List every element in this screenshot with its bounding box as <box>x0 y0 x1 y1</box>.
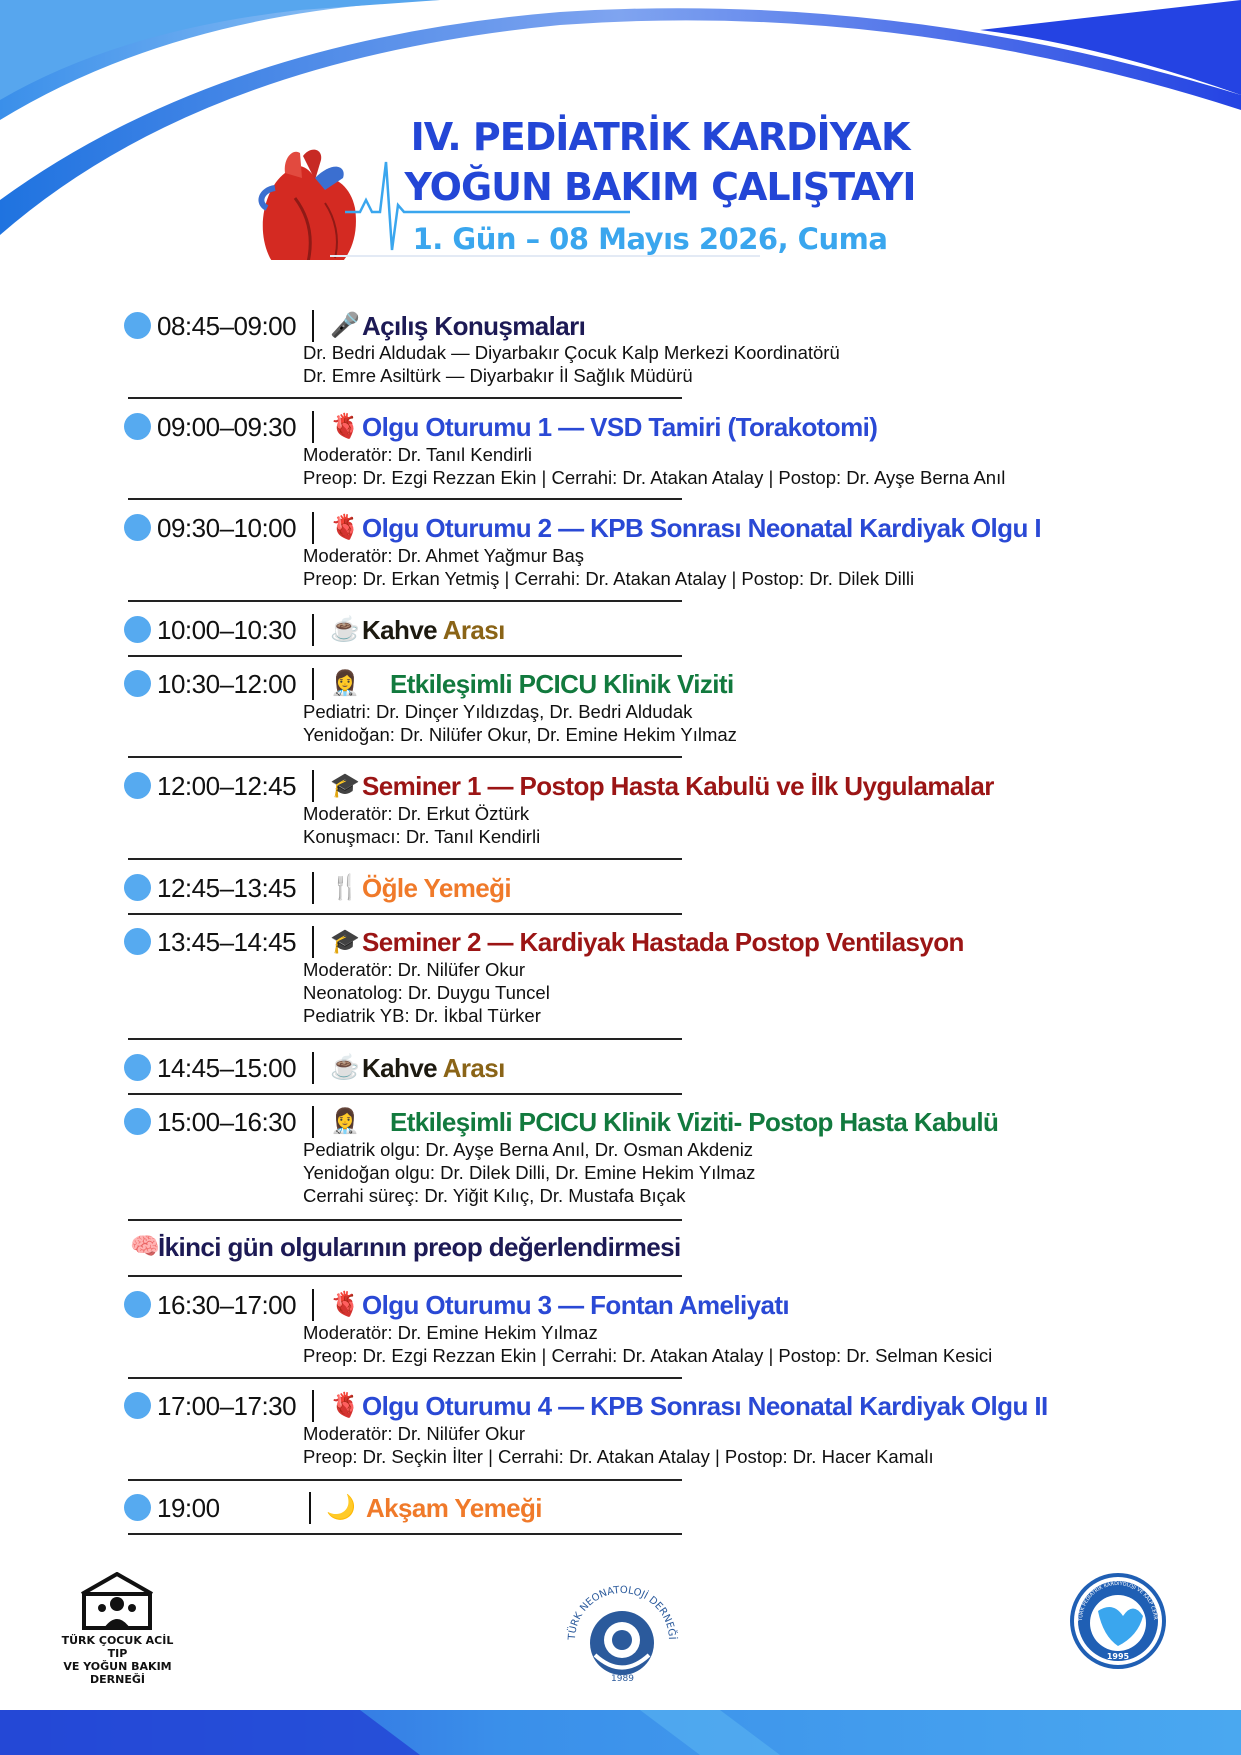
item-time: 17:00–17:30 <box>157 1391 297 1421</box>
item-title: İkinci gün olgularının preop değerlendirmesi <box>158 1232 681 1262</box>
graduation-cap-icon: 🎓 <box>330 928 360 955</box>
logo-cocuk-acil <box>60 1572 175 1687</box>
microphone-icon: 🎤 <box>330 312 360 339</box>
title-line-1: IV. PEDİATRİK KARDİYAK <box>410 115 910 159</box>
separator-line <box>128 1479 682 1481</box>
separator-line <box>128 1038 682 1040</box>
separator-line <box>128 1377 682 1379</box>
title-part: Kahve <box>362 615 438 645</box>
divider <box>312 668 314 700</box>
item-title <box>362 615 505 646</box>
bullet-icon <box>124 1108 151 1135</box>
bullet-icon <box>124 928 151 955</box>
item-time: 14:45–15:00 <box>157 1053 297 1083</box>
bullet-icon <box>124 1392 151 1419</box>
item-detail: Yenidoğan: Dr. Nilüfer Okur, Dr. Emine Hekim Yılmaz <box>303 724 737 745</box>
title-part: Arası <box>442 615 505 645</box>
heart-illustration <box>261 150 356 260</box>
divider <box>312 1289 314 1321</box>
logo-arc-text: TÜRK PEDİATRİK KARDİYOLOJİ VE KALP CERR <box>1077 1580 1158 1622</box>
item-time: 15:00–16:30 <box>157 1107 297 1137</box>
doctor-icon: 👩‍⚕️ <box>330 1108 360 1135</box>
crescent-moon-icon: 🌙 <box>326 1494 356 1521</box>
item-detail: Dr. Emre Asiltürk — Diyarbakır İl Sağlık Müdürü <box>303 365 693 386</box>
item-detail: Pediatri: Dr. Dinçer Yıldızdaş, Dr. Bedri Aldudak <box>303 701 693 722</box>
divider <box>312 614 314 646</box>
item-detail: Konuşmacı: Dr. Tanıl Kendirli <box>303 826 541 847</box>
item-detail: Pediatrik olgu: Dr. Ayşe Berna Anıl, Dr. Osman Akdeniz <box>303 1139 754 1160</box>
logo-line: DERNEĞİ <box>90 1673 145 1686</box>
item-title: Olgu Oturumu 3 — Fontan Ameliyatı <box>362 1290 790 1320</box>
bullet-icon <box>124 312 151 339</box>
event-subtitle: 1. Gün – 08 Mayıs 2026, Cuma <box>412 222 888 256</box>
item-time: 10:00–10:30 <box>157 615 297 645</box>
divider <box>312 1390 314 1422</box>
item-time: 16:30–17:00 <box>157 1290 297 1320</box>
separator-line <box>128 655 682 657</box>
item-time: 19:00 <box>157 1493 220 1523</box>
item-title: Etkileşimli PCICU Klinik Viziti- Postop Hasta Kabulü <box>390 1107 999 1137</box>
item-detail: Moderatör: Dr. Erkut Öztürk <box>303 803 530 824</box>
item-time: 13:45–14:45 <box>157 927 297 957</box>
separator-line <box>128 913 682 915</box>
heart-organ-icon: 🫀 <box>330 1291 360 1318</box>
bullet-icon <box>124 772 151 799</box>
item-detail: Dr. Bedri Aldudak — Diyarbakır Çocuk Kalp Merkezi Koordinatörü <box>303 342 840 363</box>
item-detail: Cerrahi süreç: Dr. Yiğit Kılıç, Dr. Mustafa Bıçak <box>303 1185 686 1206</box>
bullet-icon <box>124 874 151 901</box>
title-line-2: YOĞUN BAKIM ÇALIŞTAYI <box>404 165 916 209</box>
event-title <box>380 112 940 212</box>
item-detail: Pediatrik YB: Dr. İkbal Türker <box>303 1005 541 1026</box>
item-time: 12:00–12:45 <box>157 771 297 801</box>
divider <box>312 926 314 958</box>
item-detail: Preop: Dr. Seçkin İlter | Cerrahi: Dr. Atakan Atalay | Postop: Dr. Hacer Kamalı <box>303 1446 934 1467</box>
item-time: 09:30–10:00 <box>157 513 297 543</box>
item-detail: Moderatör: Dr. Nilüfer Okur <box>303 959 526 980</box>
item-time: 08:45–09:00 <box>157 311 297 341</box>
logo-line: TÜRK ÇOCUK ACİL TIP <box>61 1634 174 1660</box>
separator-line <box>128 1093 682 1095</box>
separator-line <box>128 397 682 399</box>
item-detail: Preop: Dr. Erkan Yetmiş | Cerrahi: Dr. Atakan Atalay | Postop: Dr. Dilek Dilli <box>303 568 915 589</box>
brain-icon: 🧠 <box>130 1233 160 1260</box>
item-detail: Yenidoğan olgu: Dr. Dilek Dilli, Dr. Emine Hekim Yılmaz <box>303 1162 756 1183</box>
item-detail: Moderatör: Dr. Emine Hekim Yılmaz <box>303 1322 598 1343</box>
logo-year: 1989 <box>611 1674 634 1684</box>
divider <box>312 770 314 802</box>
fork-knife-icon: 🍴 <box>330 874 360 901</box>
divider <box>312 512 314 544</box>
item-detail: Moderatör: Dr. Ahmet Yağmur Baş <box>303 545 585 566</box>
cardiology-logo-icon <box>1068 1571 1168 1671</box>
divider <box>309 1492 311 1524</box>
separator-line <box>128 600 682 602</box>
heart-organ-icon: 🫀 <box>330 413 360 440</box>
separator-line <box>128 498 682 500</box>
item-title: Öğle Yemeği <box>362 873 511 903</box>
bullet-icon <box>124 1494 151 1521</box>
logo-year: 1995 <box>1106 1652 1130 1661</box>
bullet-icon <box>124 1054 151 1081</box>
divider <box>312 1106 314 1138</box>
bullet-icon <box>124 1291 151 1318</box>
doctor-icon: 👩‍⚕️ <box>330 670 360 697</box>
bullet-icon <box>124 670 151 697</box>
divider <box>312 310 314 342</box>
divider <box>312 872 314 904</box>
logo-pediatrik-kardiyoloji <box>1068 1571 1168 1671</box>
item-title <box>362 1053 505 1084</box>
item-title: Seminer 2 — Kardiyak Hastada Postop Ventilasyon <box>362 927 964 957</box>
bullet-icon <box>124 616 151 643</box>
separator-line <box>128 858 682 860</box>
footer-decoration <box>0 1710 1241 1755</box>
separator-line <box>128 1275 682 1277</box>
divider <box>312 1052 314 1084</box>
separator-line <box>128 1219 682 1221</box>
house-family-icon <box>60 1572 175 1632</box>
item-title: Etkileşimli PCICU Klinik Viziti <box>390 669 734 699</box>
item-detail: Moderatör: Dr. Nilüfer Okur <box>303 1423 526 1444</box>
item-title: Olgu Oturumu 4 — KPB Sonrası Neonatal Kardiyak Olgu II <box>362 1391 1048 1421</box>
heart-organ-icon: 🫀 <box>330 514 360 541</box>
coffee-icon: ☕ <box>330 1054 360 1081</box>
item-title: Olgu Oturumu 2 — KPB Sonrası Neonatal Kardiyak Olgu I <box>362 513 1041 543</box>
divider <box>312 411 314 443</box>
logo-line: VE YOĞUN BAKIM <box>63 1660 172 1673</box>
graduation-cap-icon: 🎓 <box>330 772 360 799</box>
item-title: Açılış Konuşmaları <box>362 311 586 341</box>
item-detail: Preop: Dr. Ezgi Rezzan Ekin | Cerrahi: Dr. Atakan Atalay | Postop: Dr. Selman Kesici <box>303 1345 993 1366</box>
title-part: Kahve <box>362 1053 438 1083</box>
bullet-icon <box>124 413 151 440</box>
item-title: Olgu Oturumu 1 — VSD Tamiri (Torakotomi) <box>362 412 878 442</box>
separator-line <box>128 756 682 758</box>
item-time: 10:30–12:00 <box>157 669 297 699</box>
coffee-icon: ☕ <box>330 616 360 643</box>
item-time: 12:45–13:45 <box>157 873 297 903</box>
item-time: 09:00–09:30 <box>157 412 297 442</box>
separator-line <box>128 1533 682 1535</box>
item-detail: Moderatör: Dr. Tanıl Kendirli <box>303 444 532 465</box>
item-title: Akşam Yemeği <box>366 1493 542 1523</box>
item-title: Seminer 1 — Postop Hasta Kabulü ve İlk Uygulamalar <box>362 771 994 801</box>
bullet-icon <box>124 514 151 541</box>
heart-organ-icon: 🫀 <box>330 1392 360 1419</box>
title-part: Arası <box>442 1053 505 1083</box>
item-detail: Neonatolog: Dr. Duygu Tuncel <box>303 982 550 1003</box>
logo-arc-text: TÜRK NEONATOLOJİ DERNEĞİ <box>566 1585 678 1641</box>
item-detail: Preop: Dr. Ezgi Rezzan Ekin | Cerrahi: Dr. Atakan Atalay | Postop: Dr. Ayşe Berna Anıl <box>303 467 1006 488</box>
logo-neonatoloji <box>565 1585 680 1700</box>
